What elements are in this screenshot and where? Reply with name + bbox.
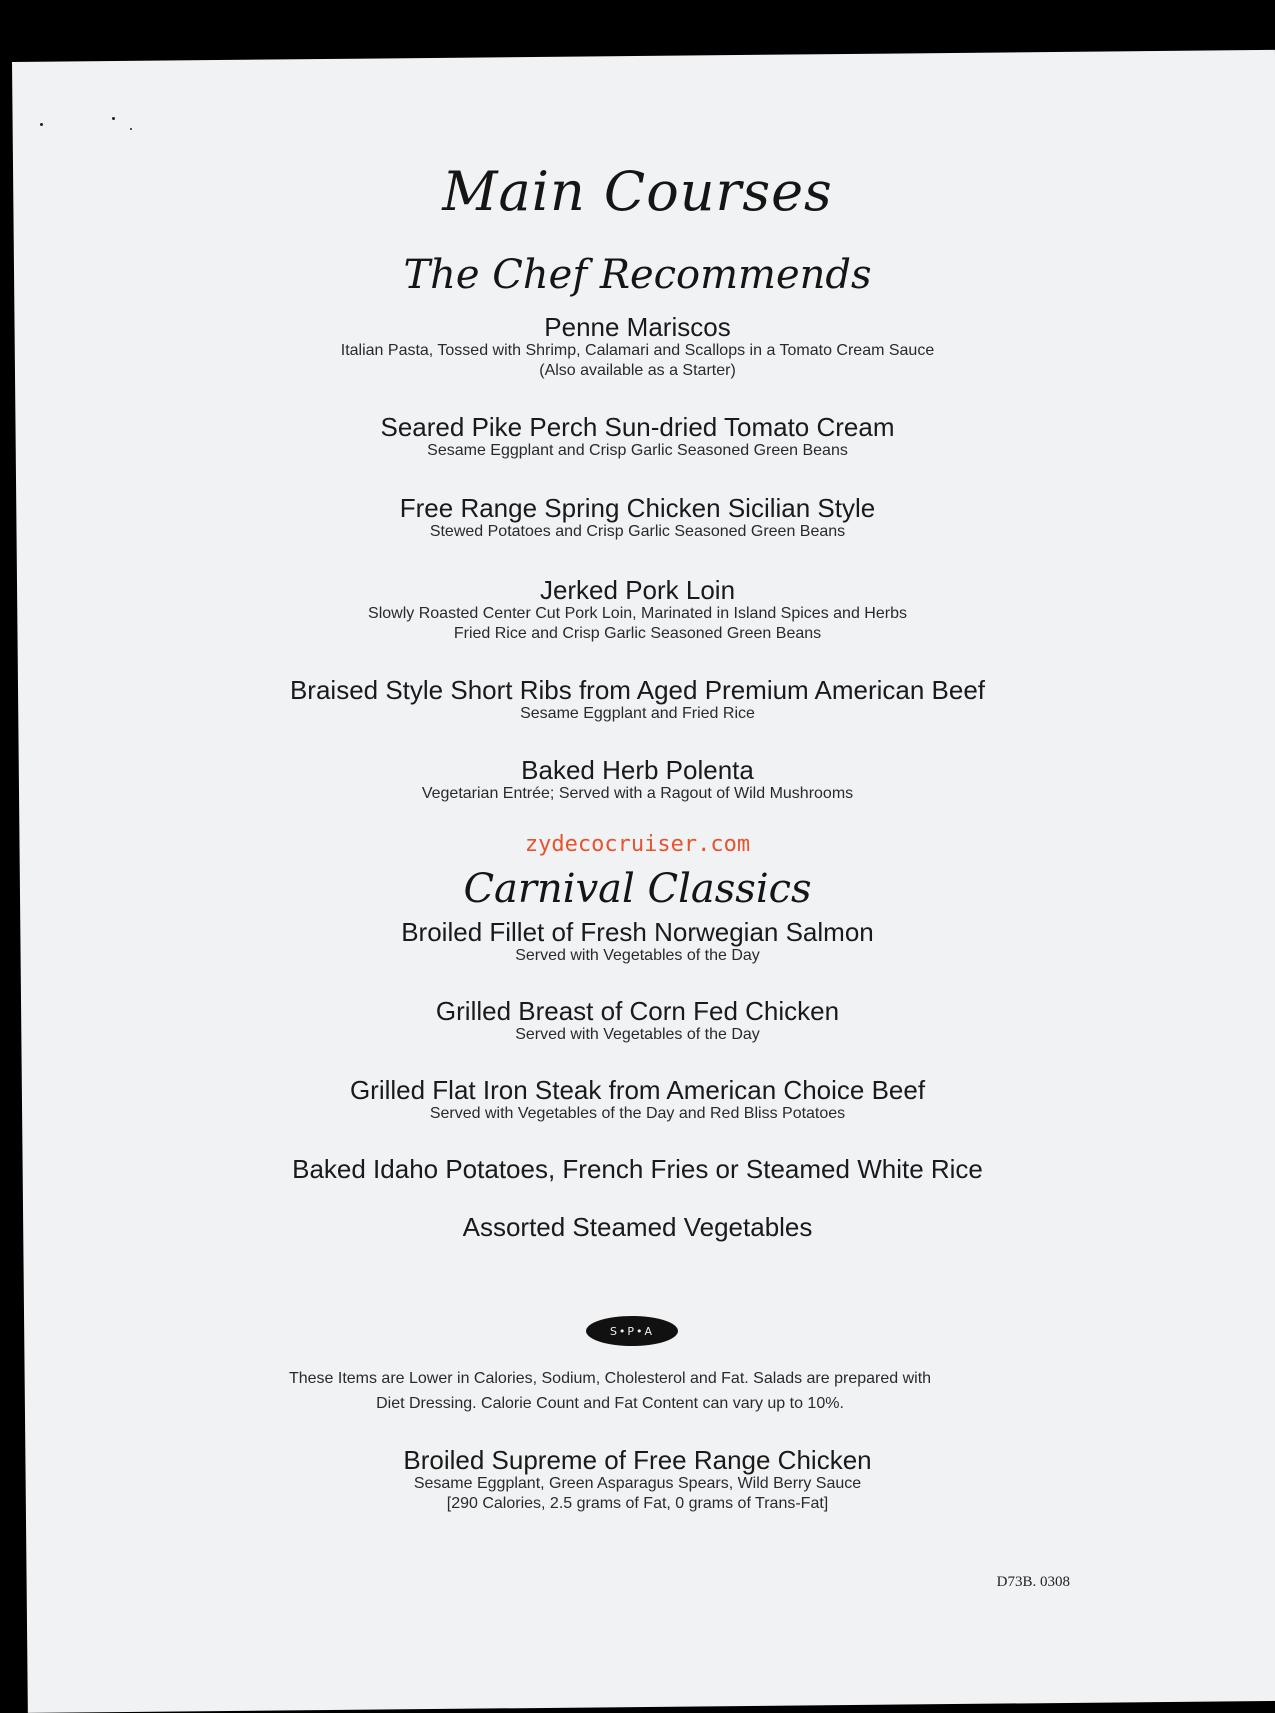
item-desc: Fried Rice and Crisp Garlic Seasoned Green Beans [453, 625, 822, 642]
page-title: Main Courses [442, 160, 833, 223]
item-desc: Sesame Eggplant, Green Asparagus Spears, Wild Berry Sauce [413, 1475, 862, 1492]
item-name: Jerked Pork Loin [539, 575, 736, 605]
watermark: zydecocruiser.com [524, 832, 751, 857]
item-name: Assorted Steamed Vegetables [462, 1212, 813, 1242]
item-name: Grilled Flat Iron Steak from American Choice Beef [349, 1075, 926, 1105]
menu-item [0, 1213, 1275, 1241]
item-desc: Sesame Eggplant and Crisp Garlic Seasoned Green Beans [427, 442, 848, 459]
item-desc: [290 Calories, 2.5 grams of Fat, 0 grams of Trans-Fat] [446, 1495, 829, 1512]
item-name: Broiled Fillet of Fresh Norwegian Salmon [401, 917, 874, 947]
item-desc: Sesame Eggplant and Fried Rice [520, 705, 755, 722]
scan-speck [130, 128, 132, 130]
menu-item [0, 1446, 1275, 1514]
spa-note-line: Diet Dressing. Calorie Count and Fat Content can vary up to 10%. [376, 1395, 844, 1412]
item-name: Baked Herb Polenta [521, 755, 754, 785]
section-heading-chef: The Chef Recommends [403, 252, 872, 298]
item-name: Grilled Breast of Corn Fed Chicken [435, 996, 840, 1026]
item-desc: Stewed Potatoes and Crisp Garlic Seasoned Green Beans [429, 523, 846, 540]
menu-item [0, 313, 1275, 381]
item-desc: Vegetarian Entrée; Served with a Ragout of Wild Mushrooms [421, 785, 854, 802]
item-desc: Italian Pasta, Tossed with Shrimp, Calamari and Scallops in a Tomato Cream Sauce [340, 342, 935, 359]
item-desc: Served with Vegetables of the Day and Red Bliss Potatoes [429, 1105, 846, 1122]
item-desc: Slowly Roasted Center Cut Pork Loin, Marinated in Island Spices and Herbs [368, 605, 907, 622]
spa-logo-text: S•P•A [609, 1324, 655, 1338]
menu-item [0, 997, 1275, 1045]
spa-logo [586, 1316, 678, 1346]
item-name: Baked Idaho Potatoes, French Fries or Steamed White Rice [292, 1154, 983, 1184]
menu-item [0, 1076, 1275, 1124]
scan-speck [112, 117, 115, 120]
menu-item [0, 756, 1275, 804]
item-name: Free Range Spring Chicken Sicilian Style [399, 493, 876, 523]
spa-note-line: These Items are Lower in Calories, Sodium, Cholesterol and Fat. Salads are prepared with [288, 1370, 932, 1387]
spa-note [250, 1366, 970, 1416]
menu-item [0, 918, 1275, 966]
menu-item [0, 494, 1275, 542]
item-name: Braised Style Short Ribs from Aged Premium American Beef [289, 675, 986, 705]
item-name: Broiled Supreme of Free Range Chicken [403, 1445, 872, 1475]
item-name: Penne Mariscos [544, 312, 731, 342]
menu-item [0, 413, 1275, 461]
menu-item [0, 576, 1275, 644]
section-heading-classics: Carnival Classics [463, 866, 812, 912]
menu-item [0, 676, 1275, 724]
item-desc: Served with Vegetables of the Day [515, 1026, 760, 1043]
form-code: D73B. 0308 [996, 1574, 1070, 1590]
item-desc: Served with Vegetables of the Day [515, 947, 760, 964]
item-desc: (Also available as a Starter) [539, 362, 736, 379]
menu-item [0, 1155, 1275, 1183]
scan-speck [40, 123, 43, 126]
item-name: Seared Pike Perch Sun-dried Tomato Cream [380, 412, 895, 442]
